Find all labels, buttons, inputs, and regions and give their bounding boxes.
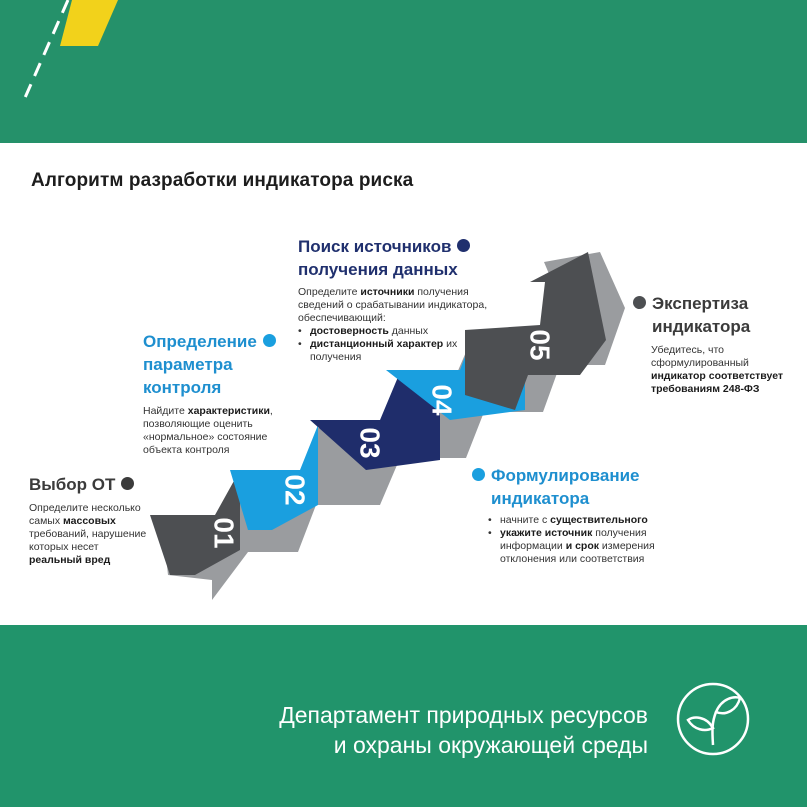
bullet-text: получения <box>592 527 647 539</box>
description-text: , <box>269 405 273 417</box>
description-text: требованиям 248-ФЗ <box>651 383 760 395</box>
step-02-number: 02 <box>279 474 311 506</box>
description-text: индикатор соответствует <box>651 370 784 382</box>
bullet-text: информации <box>500 540 566 552</box>
description-text: реальный вред <box>29 554 111 566</box>
bullet-text: их <box>443 338 458 350</box>
bullet-text: отклонения или соответствия <box>500 553 645 565</box>
heading-text: индикатора <box>491 489 590 508</box>
description-text: массовых <box>63 515 116 527</box>
description-text: сформулированный <box>651 357 749 369</box>
bullet-text: измерения <box>599 540 655 552</box>
description-text: требований, нарушение <box>29 528 147 540</box>
description-text: получения <box>414 286 469 298</box>
heading-text: Экспертиза <box>652 294 749 313</box>
bullet-text: существительного <box>550 514 648 526</box>
heading-text: параметра <box>143 355 233 374</box>
bullet-text: дистанционный характер <box>310 338 444 350</box>
bullet-text: получения <box>310 351 362 363</box>
bullet-text: начните с <box>500 514 551 526</box>
footer-line-2: и охраны окружающей среды <box>333 732 648 758</box>
heading-text: Формулирование <box>491 466 640 485</box>
step-04-number: 04 <box>426 384 458 416</box>
bullet-text: укажите источник <box>500 527 593 539</box>
heading-text: Выбор ОТ <box>29 475 116 494</box>
description-text: позволяющие оценить <box>143 418 253 430</box>
leaf-sprout-icon <box>678 684 748 754</box>
bullet-text: и срок <box>565 540 599 552</box>
footer-line-1: Департамент природных ресурсов <box>279 702 648 728</box>
heading-text: индикатора <box>652 317 751 336</box>
step-03-number: 03 <box>354 427 386 459</box>
description-text: Найдите <box>143 405 188 417</box>
bullet-marker: • <box>488 514 492 526</box>
description-text: которых несет <box>29 541 99 553</box>
description-text: объекта контроля <box>143 444 230 456</box>
description-text: Определите <box>298 286 361 298</box>
heading-text: получения данных <box>298 260 458 279</box>
description-text: сведений о срабатывании индикатора, <box>298 299 488 311</box>
description-text: обеспечивающий: <box>298 312 386 324</box>
bullet-marker: • <box>298 325 302 337</box>
bullet-marker: • <box>488 527 492 539</box>
description-text: «нормальное» состояние <box>143 431 268 443</box>
heading-text: Определение <box>143 332 257 351</box>
page-title: Алгоритм разработки индикатора риска <box>31 170 414 191</box>
description-text: характеристики <box>187 405 270 417</box>
bullet-marker: • <box>298 338 302 350</box>
description-text: самых <box>29 515 64 527</box>
heading-text: контроля <box>143 378 222 397</box>
step-01-number: 01 <box>208 517 240 549</box>
description-text: источники <box>360 286 415 298</box>
step-05-number: 05 <box>524 329 556 361</box>
heading-text: Поиск источников <box>298 237 452 256</box>
bullet-text: достоверность <box>310 325 389 337</box>
description-text: Определите несколько <box>29 502 141 514</box>
description-text: Убедитесь, что <box>651 344 725 356</box>
bullet-text: данных <box>388 325 429 337</box>
